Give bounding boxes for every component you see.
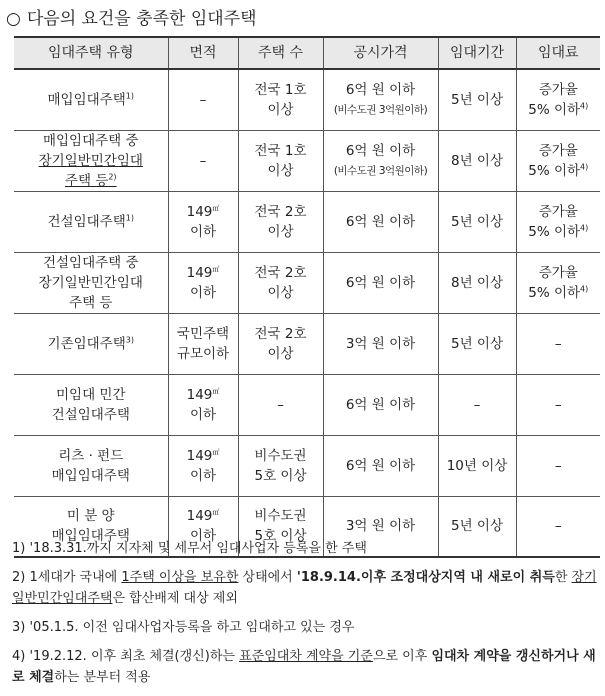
cell-line: 이하: [189, 467, 217, 484]
footnote-ref: 3): [125, 335, 134, 344]
cell-line: 6억 원 이하: [345, 274, 416, 291]
area-unit: ㎡: [212, 387, 220, 395]
cell-line: 8년 이상: [450, 152, 503, 169]
cell-line: –: [554, 396, 562, 413]
cell-line: 이상: [267, 101, 294, 118]
column-header: 임대주택 유형: [14, 37, 168, 69]
cell-line: 매입임대주택: [51, 528, 130, 545]
cell-housing-count: [238, 313, 323, 374]
footnote-segment: 장기일반민간임대주택: [12, 570, 597, 606]
cell-line: 10년 이상: [446, 457, 508, 474]
cell-housing-count: [238, 435, 323, 496]
cell-area: [168, 130, 238, 191]
cell-line: 증가율: [538, 203, 578, 220]
footnote-segment: 임대차 계약을 갱신하거나 새로 체결: [12, 649, 596, 685]
cell-housing-type: [14, 69, 168, 130]
footnote-segment: 한: [554, 570, 572, 585]
cell-line: 건설임대주택$^{1)}$: [47, 213, 134, 230]
cell-line: 6억 원 이하: [345, 396, 416, 413]
cell-rental-period: [438, 191, 516, 252]
cell-area: [168, 252, 238, 313]
cell-line: –: [554, 335, 562, 352]
cell-area: [168, 435, 238, 496]
cell-line: 8년 이상: [450, 274, 503, 291]
cell-housing-type: [14, 191, 168, 252]
cell-line: 149㎡: [186, 508, 220, 525]
section-title: 다음의 요건을 충족한 임대주택: [26, 9, 257, 29]
footnote-ref: 4): [580, 162, 589, 171]
cell-housing-type: [14, 435, 168, 496]
cell-line: 5호 이상: [254, 467, 307, 484]
column-header: 임대료: [516, 37, 600, 69]
footnote-segment: 상태에서: [238, 570, 297, 585]
cell-line: 5년 이상: [450, 91, 503, 108]
footnote-segment: 하는 분부터 적용: [54, 670, 151, 685]
footnote-segment: 표준임대차 계약을 기준: [239, 649, 373, 664]
footnote-item: [12, 646, 602, 688]
footnote-segment: 으로 이후: [372, 649, 432, 664]
cell-line: 증가율: [538, 81, 578, 98]
table-row: [14, 252, 600, 313]
cell-line: 국민주택: [176, 325, 230, 342]
area-unit: ㎡: [212, 204, 220, 212]
cell-line: 미 분 양: [66, 508, 115, 525]
cell-line: 149㎡: [186, 203, 220, 220]
cell-line: 149㎡: [186, 264, 220, 281]
cell-rent: [516, 313, 600, 374]
cell-official-price: [323, 435, 438, 496]
cell-housing-count: [238, 69, 323, 130]
cell-official-price: [323, 69, 438, 130]
footnote-label: 2): [12, 570, 26, 585]
cell-housing-count: [238, 130, 323, 191]
rental-housing-table: [14, 36, 600, 558]
cell-housing-type: [14, 313, 168, 374]
footnote-item: [12, 538, 602, 559]
cell-line: 전국 1호: [254, 142, 307, 159]
table-row: [14, 374, 600, 435]
cell-official-price: [323, 130, 438, 191]
footnote-segment: '19.2.12. 이후 최초 체결(갱신)하는: [29, 649, 240, 664]
cell-rent: [516, 252, 600, 313]
footnote-label: 4): [12, 649, 26, 664]
footnote-segment: '18.3.31.까지 지자체 및 세무서 임대사업자 등록을 한 주택: [29, 541, 367, 556]
column-header: 임대기간: [438, 37, 516, 69]
cell-line: 장기일반민간임대: [38, 152, 143, 169]
footnote-segment: 1주택 이상을 보유한: [121, 570, 239, 585]
cell-line: 전국 2호: [254, 203, 307, 220]
cell-line: 5% 이하$^{4)}$: [528, 162, 589, 179]
cell-housing-count: [238, 374, 323, 435]
price-note: (비수도권 3억원이하): [333, 164, 428, 177]
footnote-segment: '18.9.14.이후 조정대상지역 내 새로이 취득: [296, 570, 555, 585]
column-header: 공시가격: [323, 37, 438, 69]
footnote-item: [12, 617, 602, 638]
cell-line: 이하: [189, 406, 217, 423]
cell-line: –: [199, 91, 207, 108]
cell-rent: [516, 69, 600, 130]
cell-line: –: [554, 457, 562, 474]
footnote-ref: 4): [580, 223, 589, 232]
cell-line: 비수도권: [254, 447, 307, 464]
footnote-text: [29, 541, 366, 556]
cell-line: 비수도권: [254, 508, 307, 525]
table-body: [14, 69, 600, 557]
cell-line: 증가율: [538, 142, 578, 159]
footnotes: [12, 538, 602, 696]
section-heading: [6, 4, 257, 29]
cell-line: 전국 1호: [254, 81, 307, 98]
area-unit: ㎡: [212, 265, 220, 273]
cell-area: [168, 191, 238, 252]
cell-line: 5% 이하$^{4)}$: [528, 223, 589, 240]
cell-line: –: [473, 396, 481, 413]
cell-line: 전국 2호: [254, 325, 307, 342]
cell-housing-count: [238, 252, 323, 313]
cell-line: 매입임대주택 중: [42, 132, 139, 149]
cell-line: 리츠 · 펀드: [58, 447, 124, 464]
cell-line: 주택 등: [69, 294, 113, 311]
cell-line: 주택 등$^{2)}$: [64, 172, 117, 189]
price-note: (비수도권 3억원이하): [333, 103, 428, 116]
table-row: [14, 69, 600, 130]
cell-line: –: [199, 152, 207, 169]
cell-housing-type: [14, 252, 168, 313]
cell-line: 6억 원 이하: [345, 213, 416, 230]
cell-line: 장기일반민간임대: [38, 274, 143, 291]
cell-line: –: [277, 396, 284, 413]
cell-housing-count: [238, 191, 323, 252]
cell-line: 5% 이하$^{4)}$: [528, 101, 589, 118]
table-row: [14, 130, 600, 191]
cell-line: 3억 원 이하: [345, 335, 416, 352]
footnote-item: [12, 567, 602, 609]
footnote-segment: 1세대가 국내에: [29, 570, 122, 585]
footnote-segment: '05.1.5. 이전 임대사업자등록을 하고 임대하고 있는 경우: [29, 620, 355, 635]
table-row: [14, 191, 600, 252]
cell-line: 3억 원 이하: [345, 518, 416, 535]
table-row: [14, 313, 600, 374]
cell-rent: [516, 374, 600, 435]
footnote-ref: 4): [580, 284, 589, 293]
cell-line: 이하: [189, 528, 217, 545]
footnote-ref: 1): [125, 91, 134, 101]
cell-line: 5호 이상: [254, 528, 307, 545]
footnote-ref: 4): [580, 101, 589, 111]
footnote-text: [12, 570, 597, 606]
cell-official-price: [323, 313, 438, 374]
cell-line: 이상: [267, 223, 294, 240]
cell-line: 규모이하: [176, 345, 230, 362]
cell-housing-type: [14, 130, 168, 191]
column-header: 주택 수: [238, 37, 323, 69]
table-header-row: [14, 37, 600, 69]
cell-rental-period: [438, 130, 516, 191]
cell-line: 149㎡: [186, 447, 220, 464]
cell-line: 5년 이상: [450, 335, 503, 352]
column-header: 면적: [168, 37, 238, 69]
cell-area: [168, 69, 238, 130]
cell-line: 이상: [267, 162, 294, 179]
cell-rent: [516, 435, 600, 496]
footnote-text: [29, 620, 354, 635]
cell-line: 이상: [267, 345, 294, 362]
cell-line: 5년 이상: [450, 213, 503, 230]
cell-official-price: [323, 252, 438, 313]
footnote-ref: 1): [125, 213, 134, 222]
area-unit: ㎡: [212, 448, 220, 456]
cell-line: 기존임대주택$^{3)}$: [47, 335, 134, 352]
table-row: [14, 435, 600, 496]
cell-line: 5년 이상: [450, 518, 503, 535]
cell-rental-period: [438, 435, 516, 496]
cell-line: 매입임대주택: [51, 467, 130, 484]
cell-housing-type: [14, 374, 168, 435]
cell-line: 전국 2호: [254, 264, 307, 281]
cell-official-price: [323, 374, 438, 435]
cell-official-price: [323, 191, 438, 252]
footnote-label: 1): [12, 541, 26, 556]
cell-line: 증가율: [538, 264, 578, 281]
cell-line: 6억 원 이하: [345, 457, 416, 474]
circle-bullet-icon: ○: [6, 9, 21, 29]
cell-line: 미임대 민간: [56, 386, 126, 403]
cell-line: 이상: [267, 284, 294, 301]
cell-rental-period: [438, 252, 516, 313]
area-unit: ㎡: [212, 508, 220, 517]
cell-line: 건설임대주택: [51, 406, 130, 423]
cell-line: –: [554, 518, 562, 535]
footnote-segment: 은 합산배제 대상 제외: [112, 591, 238, 606]
cell-line: 이하: [189, 223, 217, 240]
cell-rental-period: [438, 374, 516, 435]
cell-line: 건설임대주택 중: [42, 254, 139, 271]
footnote-label: 3): [12, 620, 26, 635]
cell-line: 6억 원 이하: [345, 81, 416, 98]
cell-rental-period: [438, 313, 516, 374]
cell-rental-period: [438, 69, 516, 130]
cell-line: 5% 이하$^{4)}$: [528, 284, 589, 301]
cell-line: 매입임대주택$^{1)}$: [47, 91, 134, 108]
cell-area: [168, 374, 238, 435]
cell-line: 이하: [189, 284, 217, 301]
footnote-text: [12, 649, 596, 685]
cell-area: [168, 313, 238, 374]
cell-line: 149㎡: [186, 386, 220, 403]
cell-rent: [516, 130, 600, 191]
cell-line: 6억 원 이하: [345, 142, 416, 159]
footnote-ref: 2): [108, 172, 117, 181]
cell-rent: [516, 191, 600, 252]
